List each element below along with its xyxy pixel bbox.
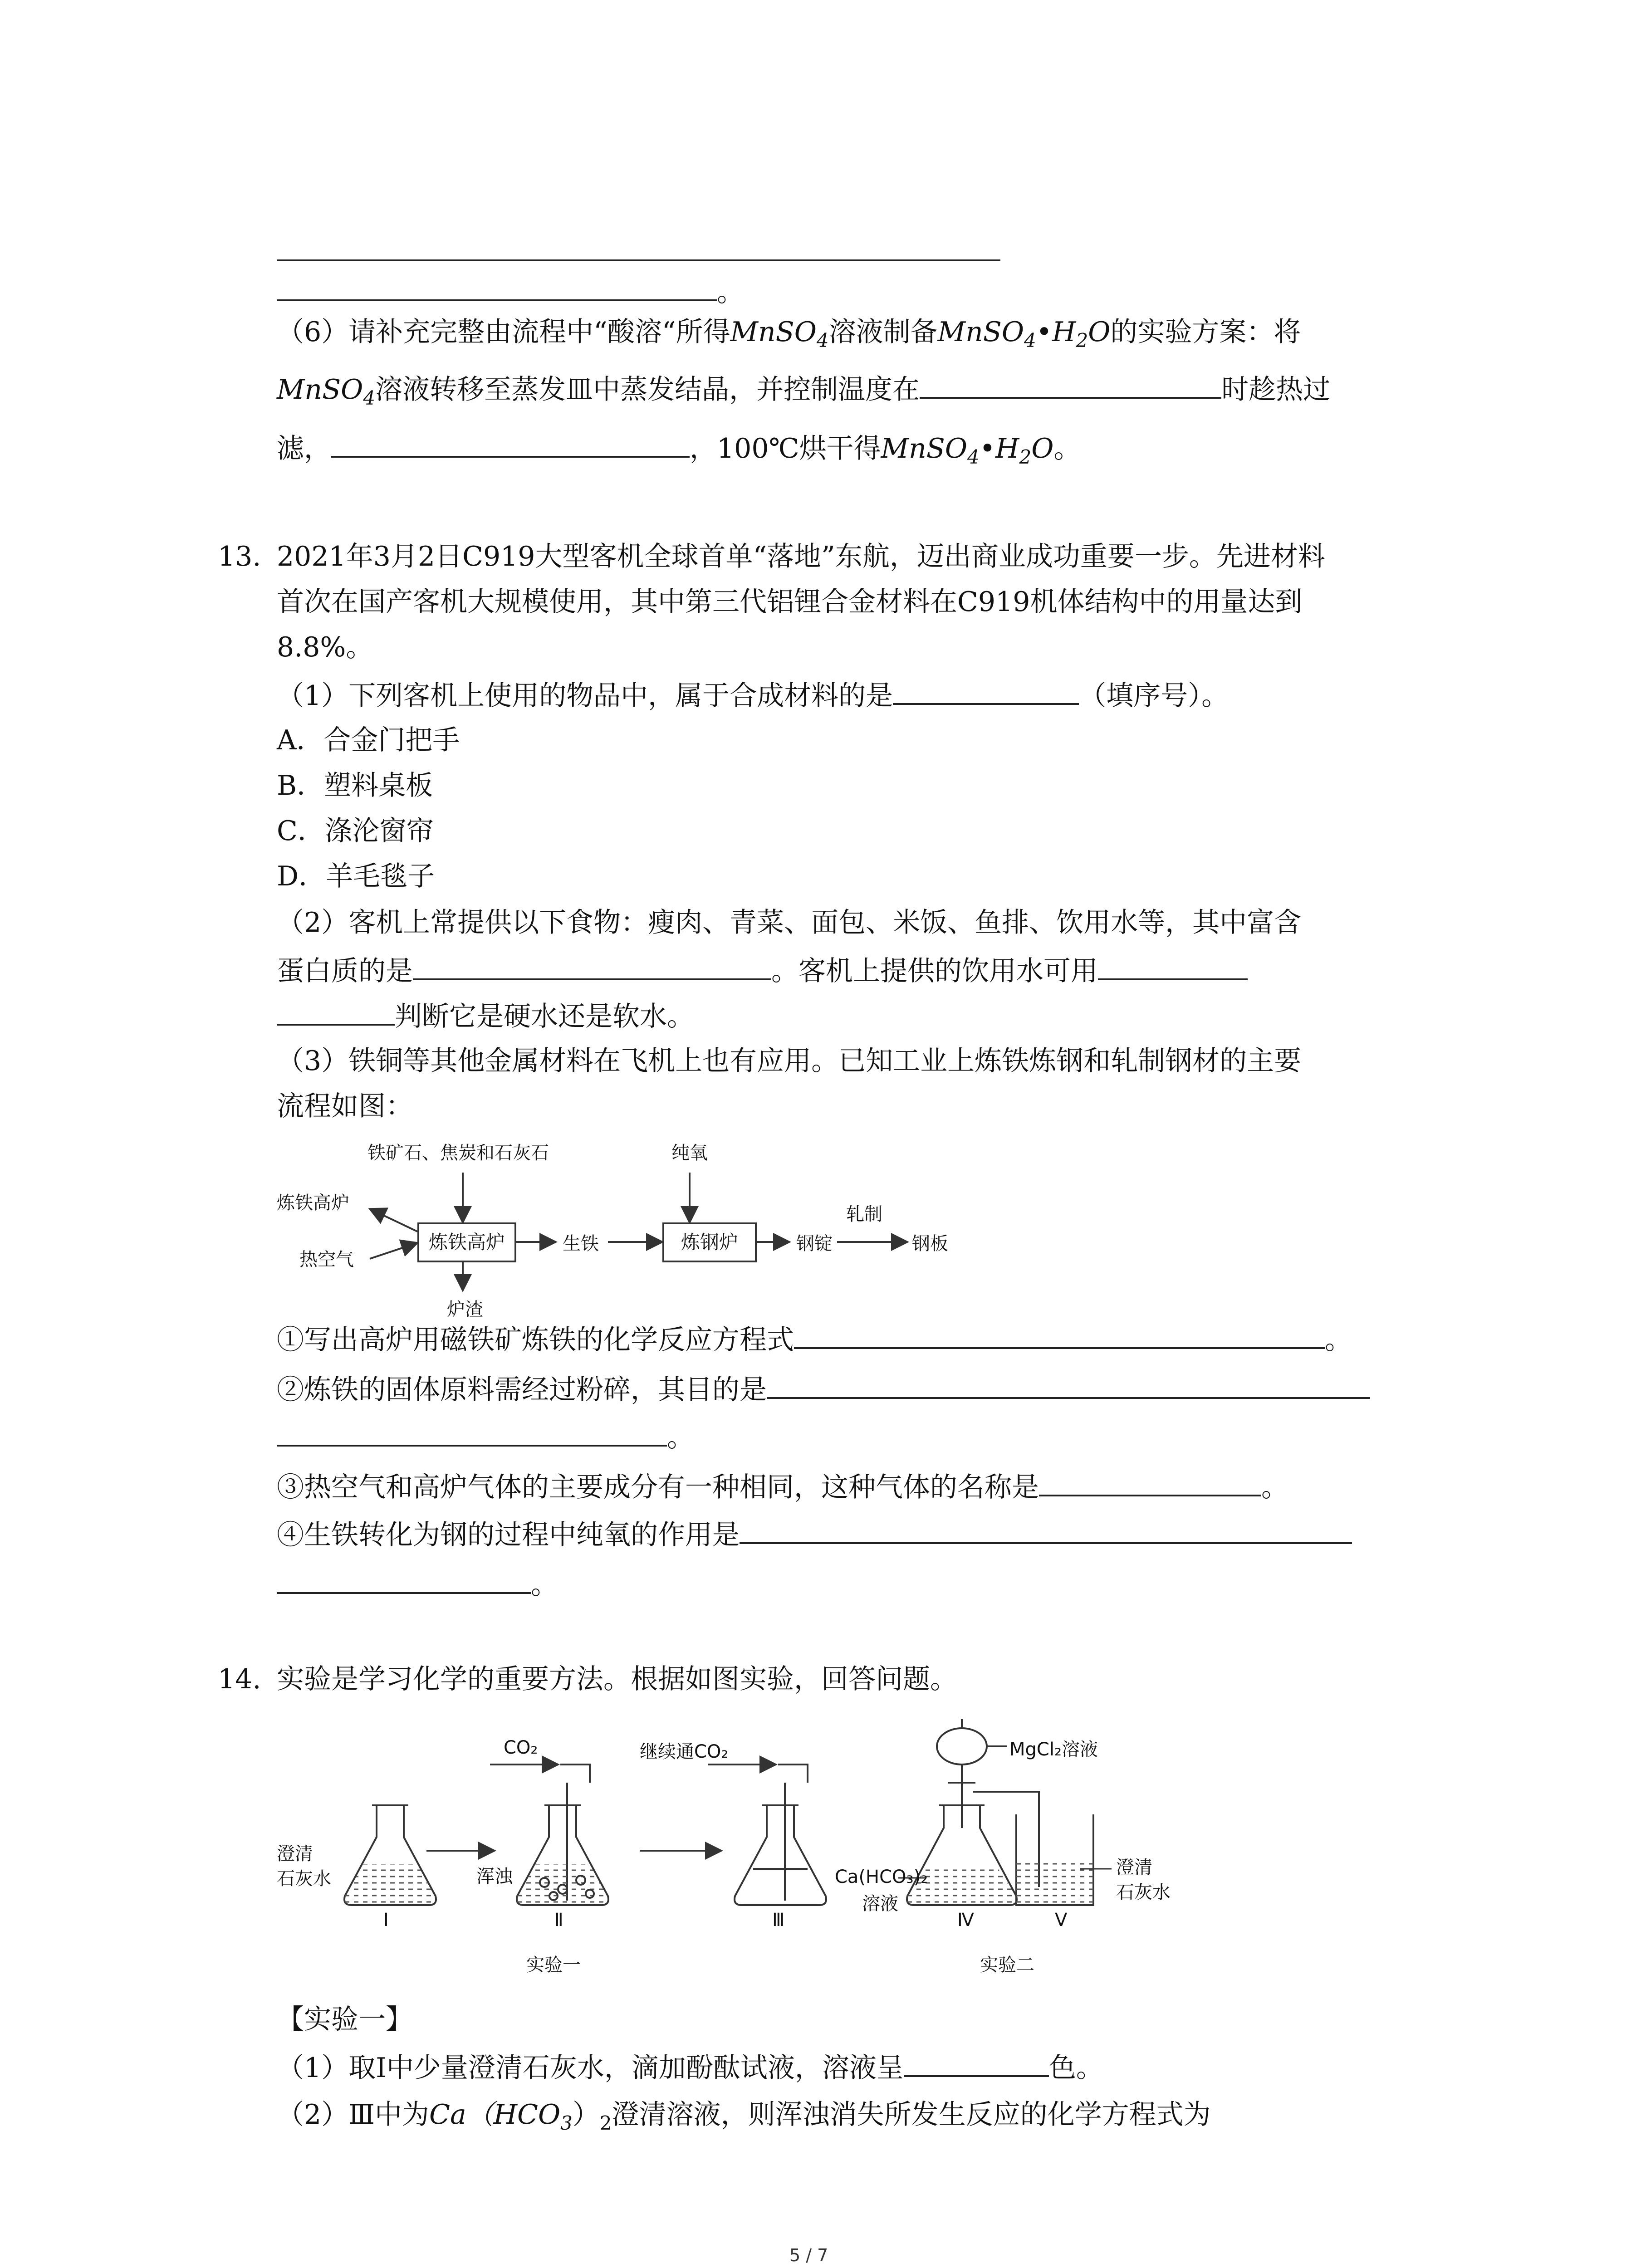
q13-part2-line3: 判断它是硬水还是软水。 <box>277 997 694 1036</box>
flow-plate: 钢板 <box>912 1233 948 1254</box>
q13-stem-line3: 8.8%。 <box>277 631 373 663</box>
answer-blank-line[interactable] <box>277 259 1000 261</box>
q12-line-end: 。 <box>277 272 744 311</box>
answer-blank[interactable] <box>413 951 771 980</box>
q13-option-b: B．塑料桌板 <box>277 770 433 802</box>
flow-pig-iron: 生铁 <box>563 1233 599 1254</box>
fig-exp2: 实验二 <box>980 1955 1034 1975</box>
flask-ii <box>517 1765 608 1905</box>
answer-blank[interactable] <box>893 676 1079 705</box>
q13-option-a: A．合金门把手 <box>277 724 460 756</box>
q13-option-c: C．涤沦窗帘 <box>277 815 434 847</box>
q12-part6-line2: MnSO$_4$溶液转移至蒸发皿中蒸发结晶，并控制温度在 时趁热过 <box>277 370 1330 417</box>
answer-blank[interactable] <box>331 429 690 458</box>
answer-blank[interactable] <box>794 1320 1325 1349</box>
fig-label-v: Ⅴ <box>1055 1910 1068 1931</box>
q12-part6-line1: （6）请补充完整由流程中“酸溶“所得MnSO$_4$溶液制备$MnSO_4•H_2O$的实验方案：将 <box>277 316 1301 352</box>
answer-blank[interactable] <box>740 1515 1352 1544</box>
fig-co2: CO₂ <box>504 1737 538 1758</box>
answer-blank[interactable] <box>904 2048 1049 2077</box>
fig-limewater-2: 石灰水 <box>277 1868 331 1889</box>
q13-number: 13. <box>218 541 261 572</box>
flow-oxygen: 纯氧 <box>671 1143 708 1163</box>
flow-gas-out: 炼铁高炉 <box>277 1193 349 1213</box>
flow-ingot: 钢锭 <box>796 1233 833 1254</box>
fig-turbid: 浑浊 <box>476 1866 513 1887</box>
q12-part6-line3: 滤， ，100℃烘干得$MnSO_4•H_2O$。 <box>277 429 1081 476</box>
flow-hot-air: 热空气 <box>299 1249 354 1270</box>
answer-blank[interactable] <box>277 1418 667 1447</box>
q13-stem-line2: 首次在国产客机大规模使用，其中第三代铝锂合金材料在C919机体结构中的用量达到 <box>277 586 1303 618</box>
fig-label-iv: Ⅳ <box>957 1910 974 1931</box>
q14-part1: （1）取Ⅰ中少量澄清石灰水，滴加酚酞试液，溶液呈 色。 <box>277 2048 1103 2087</box>
fig-exp1: 实验一 <box>526 1955 581 1975</box>
fig-cont-co2: 继续通CO₂ <box>640 1741 729 1762</box>
fig-cahco3-1: Ca(HCO₃)₂ <box>835 1867 928 1887</box>
flow-rolling: 轧制 <box>846 1204 882 1225</box>
answer-blank[interactable] <box>1098 951 1248 980</box>
q13-sub3: ③热空气和高炉气体的主要成分有一种相同，这种气体的名称是 。 <box>277 1467 1288 1506</box>
page-number: 5 / 7 <box>789 2245 828 2265</box>
answer-blank[interactable] <box>920 370 1221 399</box>
q13-sub2-cont: 。 <box>277 1418 694 1457</box>
q13-sub4-cont: 。 <box>277 1565 558 1604</box>
answer-blank[interactable] <box>277 272 717 301</box>
fig-label-i: Ⅰ <box>383 1910 389 1931</box>
flow-blast-furnace-box: 炼铁高炉 <box>417 1222 516 1262</box>
q14-part2: （2）Ⅲ中为$Ca(HCO_3)_2$澄清溶液，则浑浊消失所发生反应的化学方程式为 <box>277 2099 1211 2134</box>
q13-part2-line1: （2）客机上常提供以下食物：瘦肉、青菜、面包、米饭、鱼排、饮用水等，其中富含 <box>277 907 1302 938</box>
arrow-gas <box>370 1209 417 1232</box>
q13-sub1: ①写出高炉用磁铁矿炼铁的化学反应方程式 。 <box>277 1320 1352 1359</box>
flow-raw-materials: 铁矿石、焦炭和石灰石 <box>367 1143 549 1163</box>
flask-iii <box>735 1765 826 1905</box>
fig-label-iii: Ⅲ <box>772 1910 785 1931</box>
q13-part3-line1: （3）铁铜等其他金属材料在飞机上也有应用。已知工业上炼铁炼钢和轧制钢材的主要 <box>277 1045 1302 1077</box>
fig-limewater-1: 澄清 <box>277 1843 313 1864</box>
fig-limewater-3: 澄清 <box>1116 1857 1152 1878</box>
fig-mgcl2: MgCl₂溶液 <box>1009 1739 1098 1760</box>
q13-part3-line2: 流程如图： <box>277 1090 413 1122</box>
q13-stem-line1: 2021年3月2日C919大型客机全球首单“落地”东航，迈出商业成功重要一步。先进材料 <box>277 541 1325 572</box>
q14-exp1-title: 【实验一】 <box>277 2004 413 2035</box>
q13-sub4: ④生铁转化为钢的过程中纯氧的作用是 <box>277 1515 1352 1554</box>
beaker-v <box>1016 1814 1093 1905</box>
fig-limewater-4: 石灰水 <box>1116 1882 1171 1903</box>
arrow-hot-air <box>370 1243 417 1259</box>
answer-blank[interactable] <box>277 1565 531 1594</box>
answer-blank[interactable] <box>1039 1467 1261 1496</box>
q13-part1: （1）下列客机上使用的物品中，属于合成材料的是 （填序号）。 <box>277 676 1229 715</box>
flask-i <box>344 1805 436 1905</box>
flow-slag: 炉渣 <box>447 1299 483 1320</box>
answer-blank[interactable] <box>277 997 395 1026</box>
answer-blank[interactable] <box>767 1370 1370 1399</box>
fig-label-ii: Ⅱ <box>554 1910 563 1931</box>
flow-steel-furnace-box: 炼钢炉 <box>662 1222 757 1262</box>
q13-option-d: D．羊毛毯子 <box>277 860 435 892</box>
q14-stem: 实验是学习化学的重要方法。根据如图实验，回答问题。 <box>277 1663 957 1695</box>
fig-cahco3-2: 溶液 <box>862 1893 898 1914</box>
q14-number: 14. <box>218 1663 261 1695</box>
q13-part2-line2: 蛋白质的是 。客机上提供的饮用水可用 <box>277 951 1248 990</box>
q13-sub2: ②炼铁的固体原料需经过粉碎，其目的是 <box>277 1370 1370 1409</box>
